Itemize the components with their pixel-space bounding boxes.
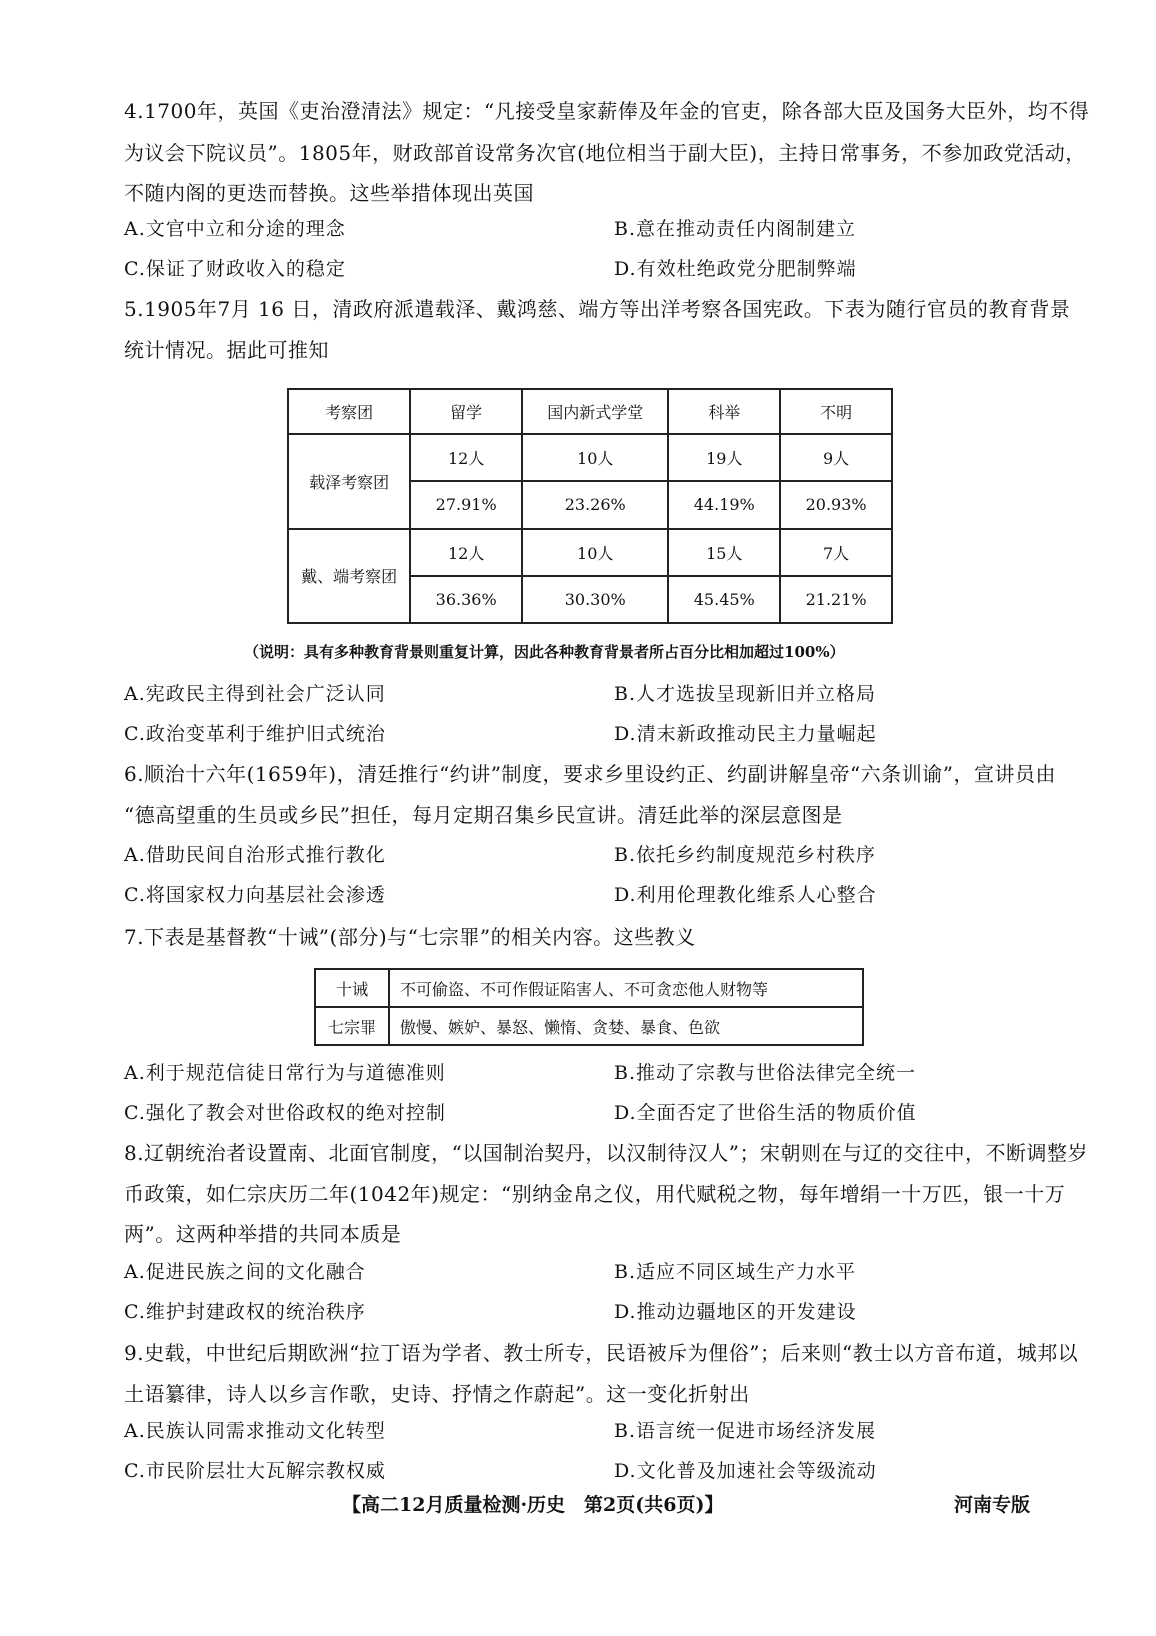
q6-option-b: B.依托乡约制度规范乡村秩序	[614, 844, 877, 866]
q8-line-2: 币政策，如仁宗庆历二年(1042年)规定：“别纳金帛之仪，用代赋税之物，每年增绢一十万匹，银一十万	[124, 1182, 1066, 1206]
q5-line-2: 统计情况。据此可推知	[124, 338, 329, 362]
table-row	[288, 434, 892, 481]
q5-line-1: 5.1905年7月 16 日，清政府派遣载泽、戴鸿慈、端方等出洋考察各国宪政。下表为随行官员的教育背景	[124, 297, 1071, 321]
table-cell: 12人	[410, 529, 522, 576]
row-label: 七宗罪	[315, 1007, 389, 1045]
table-cell: 36.36%	[410, 576, 522, 623]
q9-option-c: C.市民阶层壮大瓦解宗教权威	[124, 1460, 386, 1482]
table-cell: 10人	[522, 434, 668, 481]
table-header-row	[288, 389, 892, 434]
q4-line-3: 不随内阁的更迭而替换。这些举措体现出英国	[124, 181, 534, 205]
table-cell: 15人	[668, 529, 780, 576]
q8-option-b: B.适应不同区域生产力水平	[614, 1261, 857, 1283]
row-content: 傲慢、嫉妒、暴怒、懒惰、贪婪、暴食、色欲	[389, 1007, 863, 1045]
edition-label: 河南专版	[954, 1494, 1031, 1516]
table-cell: 30.30%	[522, 576, 668, 623]
q6-line-2: “德高望重的生员或乡民”担任，每月定期召集乡民宣讲。清廷此举的深层意图是	[124, 803, 843, 827]
table-cell: 12人	[410, 434, 522, 481]
q5-option-a: A.宪政民主得到社会广泛认同	[124, 683, 386, 705]
q8-line-3: 两”。这两种举措的共同本质是	[124, 1222, 402, 1246]
q6-line-1: 6.顺治十六年(1659年)，清廷推行“约讲”制度，要求乡里设约正、约副讲解皇帝“六条训谕”，宣讲员由	[124, 762, 1056, 786]
table-header: 不明	[780, 389, 892, 434]
q9-option-d: D.文化普及加速社会等级流动	[614, 1460, 877, 1482]
q4-option-c: C.保证了财政收入的稳定	[124, 258, 346, 280]
q9-line-2: 土语纂律，诗人以乡言作歌，史诗、抒情之作蔚起”。这一变化折射出	[124, 1382, 750, 1406]
table-header: 留学	[410, 389, 522, 434]
q5-option-c: C.政治变革利于维护旧式统治	[124, 723, 386, 745]
q4-option-b: B.意在推动责任内阁制建立	[614, 218, 857, 240]
q6-option-d: D.利用伦理教化维系人心整合	[614, 884, 877, 906]
table-row	[315, 969, 863, 1007]
row-content: 不可偷盗、不可作假证陷害人、不可贪恋他人财物等	[389, 969, 863, 1007]
table-cell: 23.26%	[522, 481, 668, 528]
q4-option-a: A.文官中立和分途的理念	[124, 218, 346, 240]
q8-line-1: 8.辽朝统治者设置南、北面官制度，“以国制治契丹，以汉制待汉人”；宋朝则在与辽的交往中，不断调整岁	[124, 1141, 1089, 1165]
group-name: 载泽考察团	[288, 434, 410, 528]
q7-line-1: 7.下表是基督教“十诫”(部分)与“七宗罪”的相关内容。这些教义	[124, 925, 696, 949]
table-cell: 45.45%	[668, 576, 780, 623]
q6-option-a: A.借助民间自治形式推行教化	[124, 844, 386, 866]
q7-option-b: B.推动了宗教与世俗法律完全统一	[614, 1062, 917, 1084]
table-cell: 19人	[668, 434, 780, 481]
table-cell: 9人	[780, 434, 892, 481]
q5-option-b: B.人才选拔呈现新旧并立格局	[614, 683, 877, 705]
q9-option-b: B.语言统一促进市场经济发展	[614, 1420, 877, 1442]
q4-line-2: 为议会下院议员”。1805年，财政部首设常务次官(地位相当于副大臣)，主持日常事务，不参加政党活动，	[124, 141, 1086, 165]
table-row	[315, 1007, 863, 1045]
table-cell: 10人	[522, 529, 668, 576]
page-footer: 【高二12月质量检测·历史 第2页(共6页)】	[342, 1494, 724, 1516]
q7-option-a: A.利于规范信徒日常行为与道德准则	[124, 1062, 446, 1084]
table-cell: 7人	[780, 529, 892, 576]
commandments-table	[314, 968, 864, 1046]
table-cell: 20.93%	[780, 481, 892, 528]
q9-option-a: A.民族认同需求推动文化转型	[124, 1420, 386, 1442]
row-label: 十诫	[315, 969, 389, 1007]
education-table	[287, 388, 893, 624]
q4-line-1: 4.1700年，英国《吏治澄清法》规定：“凡接受皇家薪俸及年金的官吏，除各部大臣及国务大臣外，均不得	[124, 99, 1090, 123]
q9-line-1: 9.史载，中世纪后期欧洲“拉丁语为学者、教士所专，民语被斥为俚俗”；后来则“教士以方音布道，城邦以	[124, 1341, 1079, 1365]
q8-option-c: C.维护封建政权的统治秩序	[124, 1301, 366, 1323]
table-header: 国内新式学堂	[522, 389, 668, 434]
q7-option-d: D.全面否定了世俗生活的物质价值	[614, 1102, 917, 1124]
q5-option-d: D.清末新政推动民主力量崛起	[614, 723, 877, 745]
table-cell: 21.21%	[780, 576, 892, 623]
table-cell: 27.91%	[410, 481, 522, 528]
q7-option-c: C.强化了教会对世俗政权的绝对控制	[124, 1102, 446, 1124]
q8-option-a: A.促进民族之间的文化融合	[124, 1261, 366, 1283]
table-row	[288, 529, 892, 576]
table-note: （说明：具有多种教育背景则重复计算，因此各种教育背景者所占百分比相加超过100%）	[244, 643, 845, 661]
q6-option-c: C.将国家权力向基层社会渗透	[124, 884, 386, 906]
group-name: 戴、端考察团	[288, 529, 410, 623]
table-header: 考察团	[288, 389, 410, 434]
q4-option-d: D.有效杜绝政党分肥制弊端	[614, 258, 857, 280]
table-cell: 44.19%	[668, 481, 780, 528]
q8-option-d: D.推动边疆地区的开发建设	[614, 1301, 857, 1323]
table-header: 科举	[668, 389, 780, 434]
